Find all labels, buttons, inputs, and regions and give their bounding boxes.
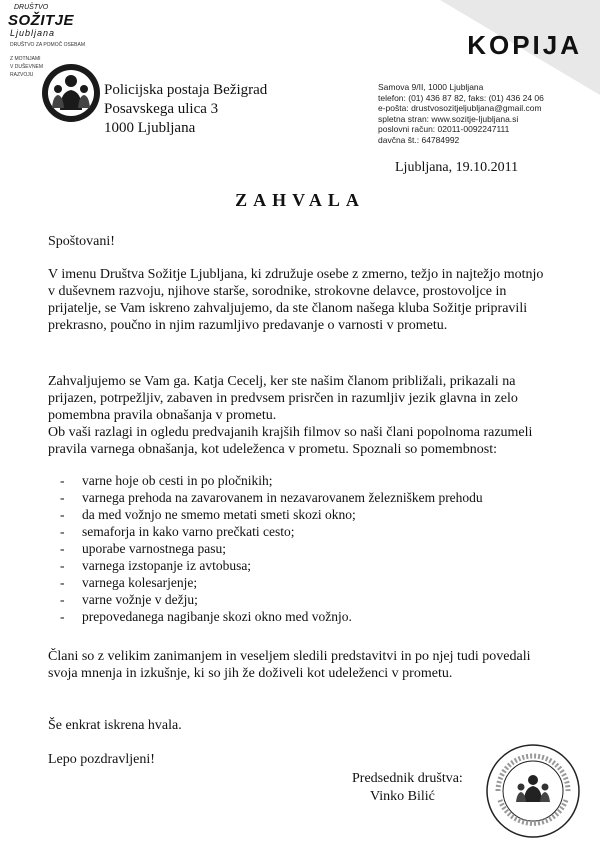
sender-contact-block: [378, 82, 544, 145]
signature-name: Vinko Bilić: [370, 789, 435, 804]
letter-paragraph-1: [48, 266, 548, 334]
letter-date: Ljubljana, 19.10.2011: [395, 160, 519, 175]
contact-email: e-pošta: drustvosozitjeljubljana@gmail.com: [378, 103, 542, 113]
logo-emblem-icon: [38, 62, 104, 124]
contact-phone: telefon: (01) 436 87 82, faks: (01) 436 24 06: [378, 92, 544, 103]
contact-web: spletna stran: www.sozitje-ljubljana.si: [378, 113, 519, 124]
recipient-line: 1000 Ljubljana: [104, 120, 196, 136]
logo-description-line: V DUŠEVNEM: [10, 64, 44, 70]
logo-description-line: Z MOTNJAMI: [10, 56, 41, 62]
signature-title: Predsednik društva:: [352, 771, 463, 786]
signature-block: [352, 770, 463, 806]
list-item: - prepovedanega nagibanje skozi okno med vožnjo.: [60, 608, 483, 625]
list-item: - varne vožnje v dežju;: [60, 591, 483, 608]
letter-paragraph-3: [48, 424, 548, 458]
paragraph-text: Ob vaši razlagi in ogledu predvajanih krajših filmov so naši člani popolnoma razumeli pravila varnega obnašanja, kot udeleženca v prometu. Spoznali so pomembnost:: [48, 425, 533, 457]
paragraph-text: Zahvaljujemo se Vam ga. Katja Cecelj, ker ste našim članom približali, prikazali na prijazen, potrpežljiv, zabaven in predvsem prisrčen in razumljiv jezik glavna in zelo pomembna pravila obnašanja v prometu.: [48, 374, 518, 423]
logo-description-line: DRUŠTVO ZA POMOČ OSEBAM: [10, 42, 86, 48]
letter-title: ZAHVALA: [235, 190, 365, 210]
letter-closing: [48, 751, 548, 768]
recipient-address: [104, 81, 267, 138]
contact-address: Samova 9/II, 1000 Ljubljana: [378, 82, 484, 92]
paragraph-text: Člani so z velikim zanimanjem in veseljem sledili predstavitvi in po njej tudi povedali svoja mnenja in izkušnje, ki so jih že doživeli kot udeleženci v prometu.: [48, 649, 531, 681]
logo-small-label: DRUŠTVO: [14, 4, 49, 11]
organization-logo: [8, 4, 100, 124]
list-item: - da med vožnjo ne smemo metati smeti skozi okno;: [60, 506, 483, 523]
importance-list: [60, 472, 483, 625]
letter-greeting: [48, 233, 548, 250]
list-item: - semaforja in kako varno prečkati cesto;: [60, 523, 483, 540]
greeting-text: Spoštovani!: [48, 234, 115, 249]
logo-description-line: RAZVOJU: [10, 72, 34, 78]
official-stamp-icon: [484, 742, 582, 840]
recipient-line: Policijska postaja Bežigrad: [104, 82, 268, 98]
paragraph-text: V imenu Društva Sožitje Ljubljana, ki združuje osebe z zmerno, težjo in najtežjo motnjo v duševnem razvoju, njihove starše, sorodnike, strokovne delavce, prostovoljce in prijatelje, se Vam iskreno zahvaljujemo, da ste članom našega kluba Sožitje pripravili prekrasno, poučno in njim razumljivo predavanje o varnosti v prometu.: [48, 267, 544, 333]
list-item: - varnega izstopanje iz avtobusa;: [60, 557, 483, 574]
logo-brand: SOŽITJE: [8, 12, 75, 29]
list-item: - varnega prehoda na zavarovanem in nezavarovanem železniškem prehodu: [60, 489, 483, 506]
recipient-line: Posavskega ulica 3: [104, 101, 219, 117]
list-item: - varne hoje ob cesti in po pločnikih;: [60, 472, 483, 489]
letter-thanks: [48, 717, 548, 734]
copy-stamp-label: KOPIJA: [467, 30, 582, 60]
contact-tax: davčna št.: 64784992: [378, 134, 460, 145]
thanks-text: Še enkrat iskrena hvala.: [48, 718, 182, 733]
letter-paragraph-4: [48, 648, 548, 682]
closing-text: Lepo pozdravljeni!: [48, 752, 155, 767]
logo-city: Ljubljana: [10, 28, 56, 38]
list-item: - varnega kolesarjenje;: [60, 574, 483, 591]
list-item: - uporabe varnostnega pasu;: [60, 540, 483, 557]
contact-account: poslovni račun: 02011-0092247111: [378, 124, 510, 134]
letter-paragraph-2: [48, 373, 548, 424]
